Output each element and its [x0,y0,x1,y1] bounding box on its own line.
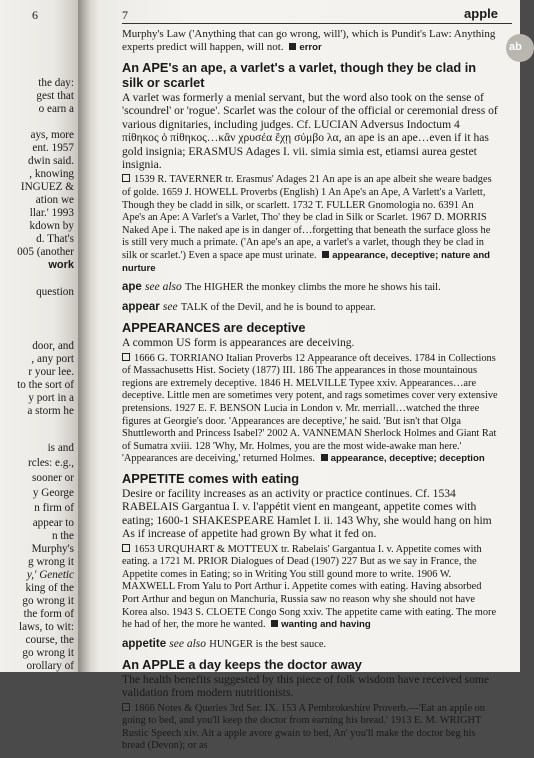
proverb-entry-appetite [122,471,498,632]
left-page-line: door, and [32,340,74,352]
left-page-line: , knowing [29,168,74,180]
headword: An APPLE a day keeps the doctor away [122,656,362,672]
left-page-line: go wrong it [22,595,74,607]
left-page-line: y port in a [28,392,74,404]
quotations [122,174,498,275]
left-page-line: r your lee. [28,366,74,378]
quotation-text: 1653 URQUHART & MOTTEUX tr. Rabelais' Gargantua I. v. Appetite comes with eating. a 1721 M. PRIOR Dialogues of Dead (1907) 227 But as we say in France, the Appetite comes in Eating; so in Writing You still gound more to write. 1906 W. MAXWELL From Yalu to Port Arthur i. Appetite comes with eating. Having absorbed Port Arthur and begun on Manchuria, Russia saw no reason why she should not have Korea also. 1943 S. CLOETE Congo Song xxiv. The appetite came with eating. The more he had of her, the more he wanted. [122,543,497,631]
proverb-entry-apple [122,657,498,753]
thumb-index-tab: ab [506,34,534,62]
cross-reference-appear [122,300,498,315]
left-page-line: the day: [38,77,74,89]
cross-reference [122,280,498,295]
left-page-line: gest that [36,90,74,102]
page-number: 7 [122,8,128,22]
cross-reference-target: HUNGER is the best sauce. [209,638,327,650]
quotation-box-icon [122,174,130,182]
continued-tags: error [299,42,322,53]
left-facing-page [0,0,78,672]
quotation-text: 1866 Notes & Queries 3rd Ser. IX. 153 A Pembrokeshire Proverb.—'Eat an apple on going to bed, and you'll keep the doctor from earning his bread.' 1913 E. M. WRIGHT Rustic Speech xiv. Ait a apple avore gwain to bed, An' you'll make the doctor beg his bread (Devon); or as [122,702,486,752]
left-page-line: kdown by [29,220,74,232]
headword: ape [122,281,142,294]
definition: A varlet was formerly a menial servant, but the word also took on the sense of 'scoundrel' or 'rogue'. Scarlet was the colour of the official or ceremonial dress of various dignitaries, including judges. Cf. LUCIAN Adversus Indoctum 4 πίθηκος ὁ πίθηκος…κἂν χρυσέα ἔχῃ σύμβο λα, an ape is an ape…even if it has gold insignia; ERASMUS Adages I. vii. simia simia est, etiamsi aurea gestet insignia. [122,91,498,172]
headword: An APE's an ape, a varlet's a varlet, though they be clad in silk or scarlet [122,60,477,90]
left-page-line: n firm of [34,502,74,514]
see-also-label: see also [145,281,182,294]
entry-tags: appearance, deceptive; deception [330,453,485,465]
left-page-line: y,' Genetic [26,569,74,581]
quotation-text: 1539 R. TAVERNER tr. Erasmus' Adages 21 An ape is an ape albeit she weare badges of golde. 1659 J. HOWELL Proverbs (English) 1 An Ape's an Ape, A Varlett's a Varlett, Though they be cladd in silk, or scarlett. 1732 T. FULLER Gnomologia no. 6391 An Ape's an Ape: A Varlet's a Varlet, Tho' they be clad in Silk or Scarlet. 1967 D. MORRIS Naked Ape i. The naked ape is in danger of…forgetting that beneath the surface gloss he is still very much a primate. ('An ape's an ape, a varlet's a varlet, though they be clad in silk or scarlet.') Even a space ape must urinate. [122,174,492,261]
left-page-line: 005 (another [17,246,74,258]
headword: appear [122,301,160,314]
entry-tags: appearance, deceptive; nature and nurture [122,250,491,274]
left-page-line: ent. 1957 [32,142,74,154]
left-page-line: g wrong it [28,556,74,568]
proverb-entry-ape [122,60,498,275]
left-page-line: n the [51,530,74,542]
quotation-box-icon [122,544,130,552]
running-head: apple [464,6,498,21]
left-page-line: to the sort of [17,379,74,391]
quotations [122,703,498,753]
left-page-line: llar.' 1993 [29,207,74,219]
quotations [122,353,498,466]
continued-entry [122,28,498,54]
definition: The health benefits suggested by this piece of folk wisdom have received some validation from modern nutritionists. [122,672,490,700]
tag-marker-icon [271,620,278,627]
left-page-line: INGUEZ & [20,181,74,193]
proverb-entry-appearances [122,320,498,466]
quotations [122,544,498,632]
left-page-line: Murphy's [31,543,74,555]
cross-reference-appetite [122,637,498,652]
left-page-line: ation we [35,194,74,206]
tag-marker-icon [321,454,328,461]
entry-tags: wanting and having [281,619,371,631]
left-page-line: sooner or [32,472,74,484]
book-gutter [78,0,100,672]
tag-marker-icon [289,43,296,50]
definition: A common US form is appearances are deceiving. [122,336,355,350]
headword: APPEARANCES are deceptive [122,320,306,336]
left-page-line: ays, more [30,129,74,141]
headword: APPETITE comes with eating [122,470,300,486]
left-page-line: the form of [23,608,74,620]
left-page-line: question [36,286,74,298]
left-page-line: king of the [25,582,74,594]
left-page-line: o earn a [38,103,74,115]
see-label: see [162,301,178,314]
continued-text: Murphy's Law ('Anything that can go wrong, will'), which is Pundit's Law: Anything experts predict will happen, will not. [122,28,496,53]
left-page-line: is and [47,442,74,454]
left-page-line: appear to [32,517,74,529]
dictionary-page [100,0,522,752]
tag-marker-icon [322,251,329,258]
left-page-line: course, the [25,634,74,646]
quotation-box-icon [122,703,130,711]
left-page-line: dwin said. [28,155,74,167]
quotation-text: 1666 G. TORRIANO Italian Proverbs 12 Appearance oft deceives. 1784 in Collections of Massachusetts Hist. Society (1877) III. 186 The appearances in those mountainous regions are extremely deceptive. 1846 H. MELVILLE Typee xxiv. Appearances…are deceptive. Little men are sometimes very potent, and rags sometimes cover very extensive pretensions. 1927 E. F. BENSON Lucia in London v. Mr. merriall…watched the three figures at Georgie's door. 'Appearances are deceptive,' he said. 'But isn't that Olga Shuttleworth and Princess Isabel?' 2002 A. VANNEMAN Sherlock Holmes and Giant Rat of Sumatra xviii. 128 'Why, Mr. Holmes, you are the most wide-awake man here.' 'Appearances are deceiving,' returned Holmes. [122,352,498,465]
left-page-line: work [48,259,74,271]
cross-reference [122,300,498,315]
left-page-line: y George [32,487,74,499]
left-page-line: laws, to wit: [18,621,74,633]
definition: Desire or facility increases as an activity or practice continues. Cf. 1534 RABELAIS Gargantua I. v. l'appétit vient en mangeant, appetite comes with eating; 1600-1 SHAKESPEARE Hamlet I. ii. 143 Why, she would hang on him As if increase of appetite had grown By what it fed on. [122,486,492,541]
page-header [122,6,512,24]
quotation-box-icon [122,353,130,361]
left-page-line: , any port [31,353,74,365]
left-page-line: go wrong it [22,647,74,659]
left-page-line: orollary of [26,660,74,672]
see-also-label: see also [169,637,207,650]
cross-reference-target: The HIGHER the monkey climbs the more he shows his tail. [184,282,441,294]
headword: appetite [122,637,167,650]
left-page-line: rcles: e.g., [28,457,74,469]
cross-reference-target: TALK of the Devil, and he is bound to appear. [180,302,376,314]
cross-reference [122,637,498,652]
left-page-line: d. That's [36,233,74,245]
page-content [122,28,498,758]
cross-reference-ape [122,280,498,295]
left-page-line: a storm he [27,405,74,417]
left-page-number: 6 [32,8,38,22]
